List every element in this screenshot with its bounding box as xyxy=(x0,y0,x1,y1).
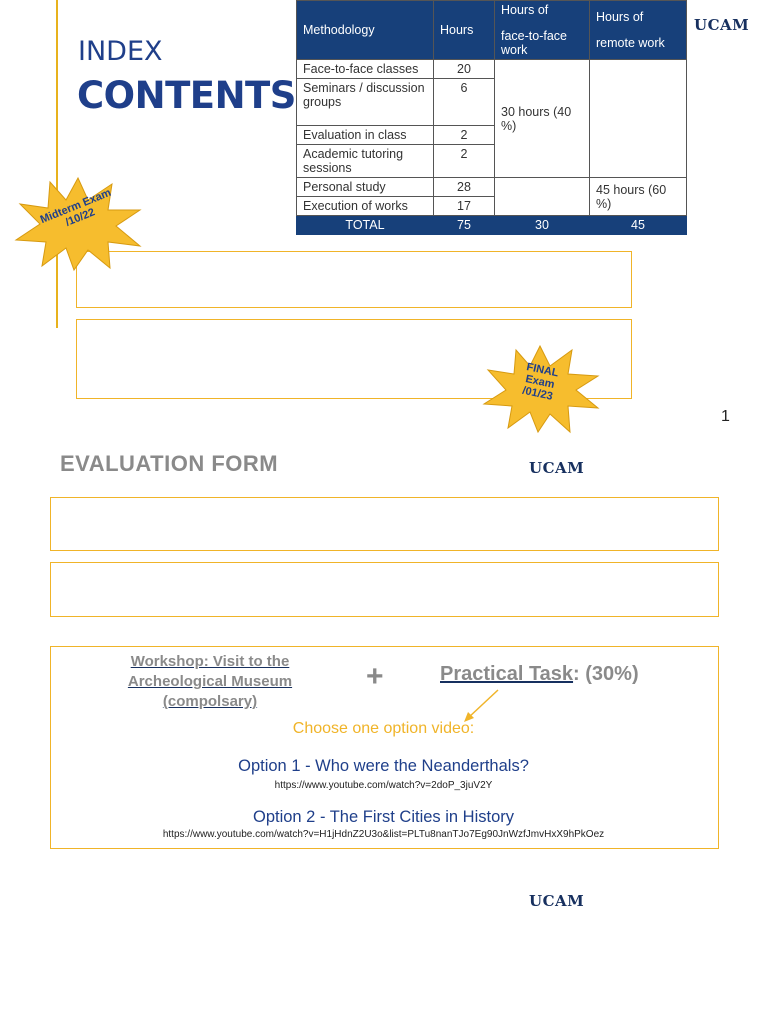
header-face-to-face xyxy=(495,1,590,60)
ucam-logo: UCAM xyxy=(529,892,585,910)
ucam-logo: UCAM xyxy=(694,16,750,34)
remote-empty-cell xyxy=(590,60,687,178)
practical-task-label: Practical Task xyxy=(440,663,574,685)
row-hours: 28 xyxy=(434,178,495,197)
total-face: 30 xyxy=(495,216,590,235)
row-method: Academic tutoring sessions xyxy=(297,145,434,178)
index-label: INDEX xyxy=(78,36,163,67)
row-hours: 2 xyxy=(434,145,495,178)
evaluation-form-title: EVALUATION FORM xyxy=(60,451,279,476)
methodology-table xyxy=(296,0,687,235)
face-empty-cell xyxy=(495,178,590,216)
table-header-row xyxy=(297,1,687,60)
row-hours: 20 xyxy=(434,60,495,79)
evaluation-box-1 xyxy=(50,497,719,551)
face-to-face-merged-cell: 30 hours (40 %) xyxy=(495,60,590,178)
evaluation-box-2 xyxy=(50,562,719,617)
table-row xyxy=(297,178,687,197)
contents-title: CONTENTS xyxy=(77,74,296,117)
header-remote xyxy=(590,1,687,60)
total-remote: 45 xyxy=(590,216,687,235)
header-face-line2: face-to-face work xyxy=(501,29,568,57)
row-method: Personal study xyxy=(297,178,434,197)
row-method: Face-to-face classes xyxy=(297,60,434,79)
header-hours: Hours xyxy=(434,1,495,60)
option1-link[interactable]: https://www.youtube.com/watch?v=2doP_3juV2Y xyxy=(274,780,493,791)
midterm-badge-text: Midterm Exam /10/22 xyxy=(38,186,113,229)
ucam-logo: UCAM xyxy=(529,459,585,477)
workshop-text: Workshop: Visit to the Archeological Museum (compolsary) xyxy=(127,653,293,710)
choose-option-text: Choose one option video: xyxy=(292,720,475,737)
arrow-icon xyxy=(462,688,502,724)
option2-link[interactable]: https://www.youtube.com/watch?v=H1jHdnZ2U3o&list=PLTu8nanTJo7Eg90JnWzfJmvHxX9hPkOez xyxy=(162,829,605,840)
option2-title: Option 2 - The First Cities in History xyxy=(252,808,515,826)
page-number: 1 xyxy=(721,408,730,425)
option1-title: Option 1 - Who were the Neanderthals? xyxy=(238,757,529,775)
total-row xyxy=(297,216,687,235)
row-hours: 2 xyxy=(434,126,495,145)
row-hours: 6 xyxy=(434,79,495,126)
header-face-line1: Hours of xyxy=(501,3,549,17)
vertical-accent-line xyxy=(56,0,58,328)
table-row xyxy=(297,60,687,79)
row-method: Execution of works xyxy=(297,197,434,216)
row-method: Seminars / discussion groups xyxy=(297,79,434,126)
content-box-1 xyxy=(76,251,632,308)
header-remote-line2: remote work xyxy=(596,36,665,50)
final-badge-text: FINAL Exam /01/23 xyxy=(521,361,560,403)
header-methodology: Methodology xyxy=(297,1,434,60)
practical-task-percent: : (30%) xyxy=(573,663,639,685)
header-remote-line1: Hours of xyxy=(596,10,644,24)
remote-merged-cell: 45 hours (60 %) xyxy=(590,178,687,216)
plus-icon: + xyxy=(366,660,384,693)
total-hours: 75 xyxy=(434,216,495,235)
total-label: TOTAL xyxy=(297,216,434,235)
practical-task-heading xyxy=(440,663,639,686)
row-method: Evaluation in class xyxy=(297,126,434,145)
row-hours: 17 xyxy=(434,197,495,216)
